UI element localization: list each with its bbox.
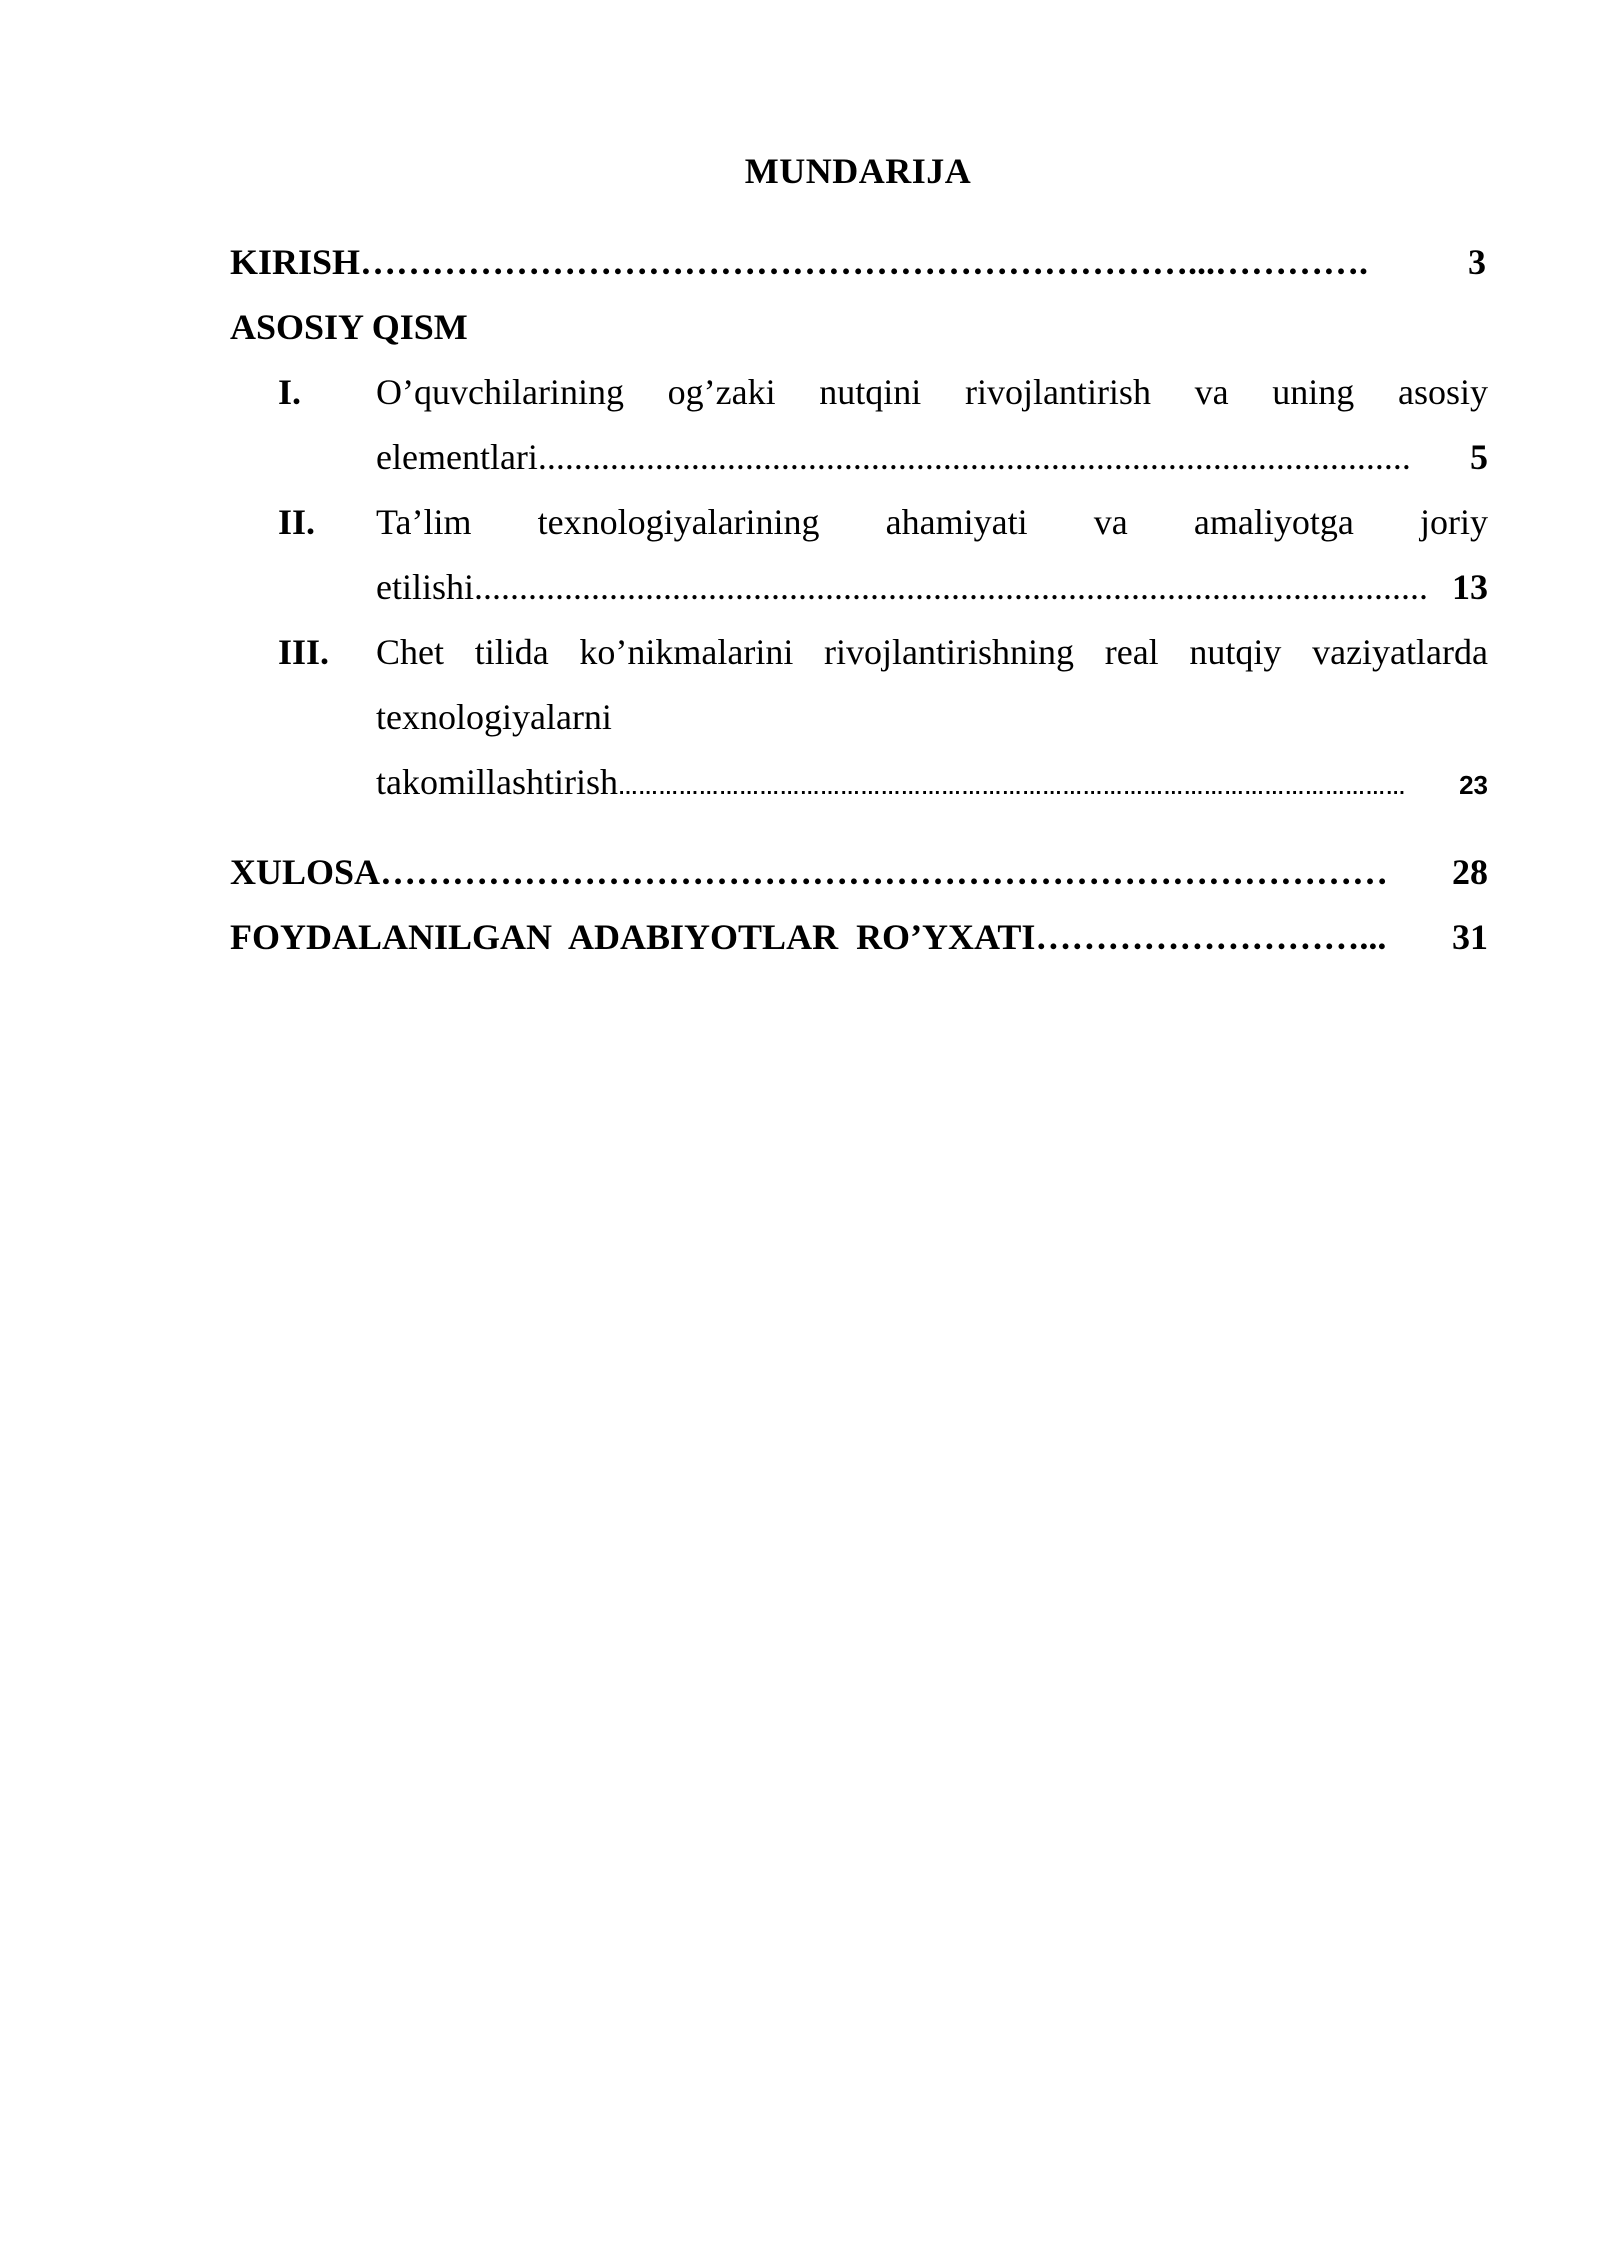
- toc-entry-adabiyotlar: [230, 915, 1488, 959]
- toc-entry-chapter1: [376, 435, 1488, 479]
- toc-page-number: 13: [1452, 567, 1488, 607]
- toc-chapter-title-line: takomillashtirish: [376, 762, 618, 802]
- toc-leader-dots: …………………………………………………………………………: [380, 852, 1389, 892]
- toc-leader-dots: ………………………………………………………………………………………………………: [617, 777, 1406, 799]
- toc-page-number: 5: [1470, 437, 1488, 477]
- toc-entry-chapter2: [376, 565, 1488, 609]
- toc-leader-dots: ……………………………………………………………...………….: [360, 242, 1369, 282]
- toc-chapter-title-line: texnologiyalarni: [376, 697, 612, 737]
- toc-chapter-title-line: Ta’lim texnologiyalarining ahamiyati va amaliyotga joriy: [376, 502, 1488, 542]
- toc-page-number: 31: [1452, 917, 1488, 957]
- toc-chapter-numeral: I.: [278, 372, 302, 412]
- toc-leader-dots: ………………………...: [1035, 917, 1387, 957]
- toc-entry-kirish: [230, 240, 1486, 284]
- toc-entry-chapter3: [376, 760, 1488, 810]
- toc-page-number: 3: [1468, 242, 1486, 282]
- toc-leader-dots: ..........................................................................................................: [474, 567, 1428, 607]
- toc-chapter-title-line: Chet tilida ko’nikmalarini rivojlantirishning real nutqiy vaziyatlarda: [376, 632, 1488, 672]
- toc-chapter-title-line: elementlari: [376, 437, 538, 477]
- toc-page-number: 23: [1459, 770, 1488, 800]
- toc-entry-xulosa: [230, 850, 1488, 894]
- toc-section-asosiy-qism: ASOSIY QISM: [230, 307, 468, 347]
- page-title: MUNDARIJA: [744, 151, 972, 191]
- toc-chapter-numeral: III.: [278, 632, 330, 672]
- toc-entry-label: XULOSA: [230, 852, 381, 892]
- toc-entry-label: KIRISH: [230, 242, 361, 282]
- toc-chapter-title-line: etilishi: [376, 567, 474, 607]
- toc-leader-dots: .................................................................................................: [537, 437, 1411, 477]
- toc-entry-label: FOYDALANILGAN ADABIYOTLAR RO’YXATI: [230, 917, 1036, 957]
- toc-chapter-title-line: O’quvchilarining og’zaki nutqini rivojlantirish va uning asosiy: [376, 372, 1488, 412]
- toc-chapter-numeral: II.: [278, 502, 316, 542]
- toc-page-number: 28: [1452, 852, 1488, 892]
